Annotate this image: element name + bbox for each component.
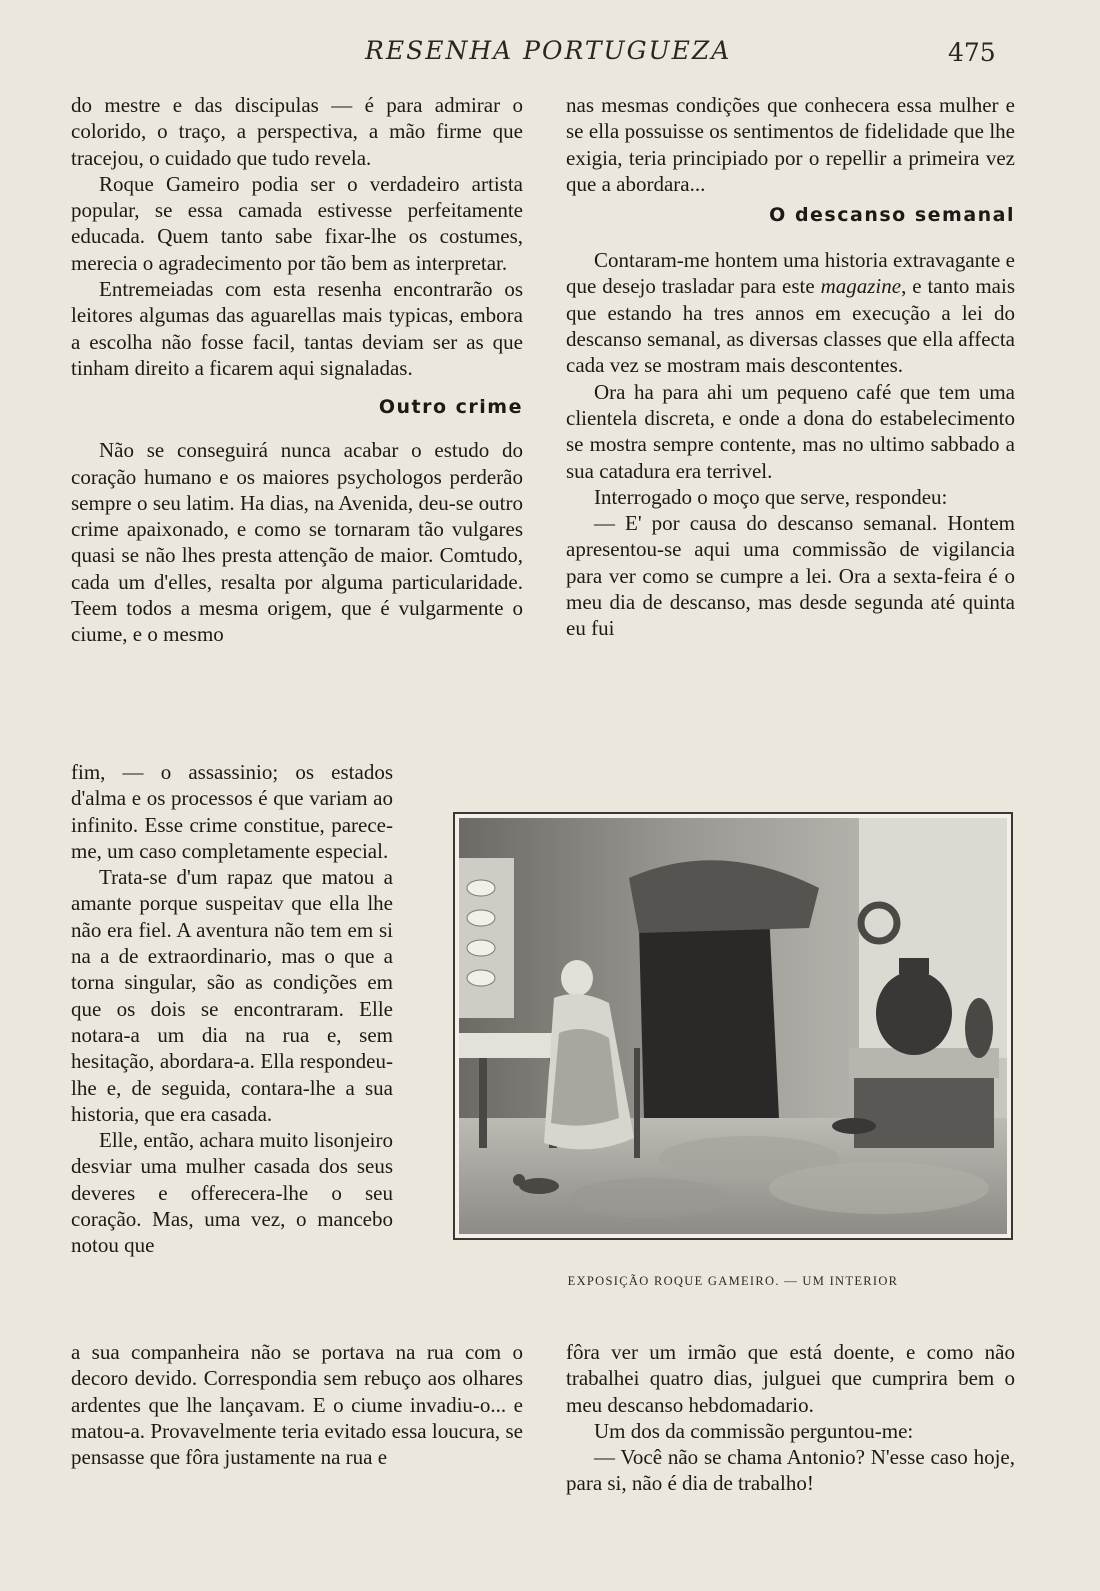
section-heading-outro-crime: Outro crime — [378, 396, 523, 419]
paragraph: Não se conseguirá nunca acabar o estudo do coração humano e os maiores psychologos perderão sempre o seu latim. Ha dias, na Avenida, deu-se outro crime apaixonado, e como se tornaram tão vulgares quasi se não lhes presta attenção de maior. Comtudo, cada um d'elles, resalta por alguma particularidade. Teem todos a mesma origem, que é vulgarmente o ciume, e o mesmo — [71, 438, 523, 647]
paragraph: fôra ver um irmão que está doente, e como não trabalhei quatro dias, julguei que cumprira bem o meu descanso hebdomadario. — [566, 1340, 1015, 1417]
paragraph: Entremeiadas com esta resenha encontrarão os leitores algumas das aguarellas mais typicas, embora a escolha não fosse facil, tantas deviam ser as que tinham direito a ficarem aqui signaladas. — [71, 277, 523, 380]
watercolor-interior-illustration — [459, 818, 1007, 1234]
section-heading-descanso-semanal: O descanso semanal — [769, 204, 1015, 227]
paragraph: Um dos da commissão perguntou-me: — [594, 1418, 914, 1443]
paragraph: a sua companheira não se portava na rua com o decoro devido. Correspondia sem rebuço aos olhares ardentes que lhe lançavam. E o ciume invadiu-o... e matou-a. Provavelmente teria evitado essa loucura, se pensasse que fôra justamente na rua e — [71, 1340, 523, 1470]
paragraph: — E' por causa do descanso semanal. Hontem apresentou-se aqui uma commissão de vigilancia para ver como se cumpre a lei. Ora a sexta-feira é o meu dia de descanso, mas desde segunda até quinta eu fui — [566, 511, 1015, 641]
italic-word: magazine — [820, 274, 902, 299]
paragraph: Interrogado o moço que serve, respondeu: — [594, 484, 948, 509]
paragraph: Ora ha para ahi um pequeno café que tem uma clientela discreta, e onde a dona do estabelecimento se mostra sempre contente, mas no ultimo sabbado a sua catadura era terrivel. — [566, 379, 1015, 483]
running-head — [0, 36, 1100, 76]
paragraph — [566, 247, 1015, 378]
right-column-top — [566, 92, 1015, 642]
illustration-frame — [453, 812, 1013, 1240]
paragraph-end: , e tanto mais que estando ha tres annos em execução a lei do descanso semanal, as diversas classes que ella affecta cada vez se mostram mais descontentes. — [566, 274, 1015, 378]
figure-caption: EXPOSIÇÃO ROQUE GAMEIRO. — UM INTERIOR — [567, 1274, 899, 1288]
paragraph: fim, — o assassinio; os estados d'alma e os processos é que variam ao infinito. Esse crime constitue, parece-me, um caso completamente especial. — [71, 760, 393, 863]
paragraph: — Você não se chama Antonio? N'esse caso hoje, para si, não é dia de trabalho! — [566, 1445, 1015, 1496]
journal-title: RESENHA PORTUGUEZA — [365, 36, 732, 65]
left-column-narrow — [71, 759, 393, 1259]
paragraph-start: Contaram-me hontem uma historia extravagante e que desejo trasladar para este — [566, 248, 1015, 299]
paragraph: Roque Gameiro podia ser o verdadeiro artista popular, se essa camada estivesse perfeitamente educada. Quem tanto sabe fixar-lhe os costumes, merecia o agradecimento por tão bem as interpretar. — [71, 171, 523, 275]
right-column-bottom — [566, 1339, 1015, 1497]
left-column-top — [71, 92, 523, 648]
page-number: 475 — [948, 38, 996, 67]
paragraph: Trata-se d'um rapaz que matou a amante porque suspeitav que ella lhe não era fiel. A aventura não tem em si na a de extraordinario, mas o que a torna singular, são as condições em que os dois se encontraram. Elle notara-a um dia na rua e, sem hesitação, abordara-a. Ella respondeu-lhe e, de seguida, contara-lhe a sua historia, que era casada. — [71, 865, 393, 1126]
paragraph: Elle, então, achara muito lisonjeiro desviar uma mulher casada dos seus deveres e offerecera-lhe o seu coração. Mas, uma vez, o mancebo notou que — [71, 1128, 393, 1258]
paragraph: nas mesmas condições que conhecera essa mulher e se ella possuisse os sentimentos de fidelidade que lhe exigia, teria principiado por o repellir a primeira vez que a abordara... — [566, 93, 1015, 196]
left-column-bottom — [71, 1339, 523, 1470]
paragraph: do mestre e das discipulas — é para admirar o colorido, o traço, a perspectiva, a mão firme que tracejou, o cuidado que tudo revela. — [71, 93, 523, 170]
